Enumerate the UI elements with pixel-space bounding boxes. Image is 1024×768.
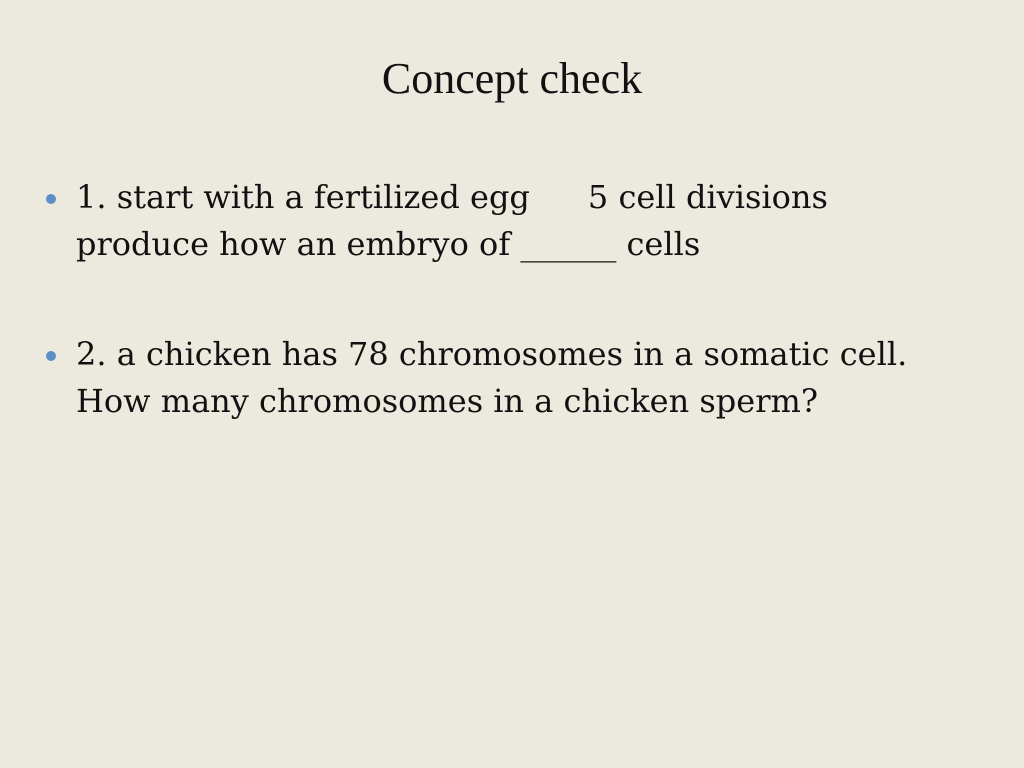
bullet-1-part-1: 1. start with a fertilized egg [76, 178, 530, 216]
bullet-item-1 [46, 174, 976, 268]
bullet-item-2 [46, 331, 976, 425]
bullet-2-line-1: 2. a chicken has 78 chromosomes in a somatic cell. [76, 335, 908, 373]
bullet-dot-icon [46, 194, 56, 204]
bullet-dot-icon [46, 351, 56, 361]
slide-title: Concept check [381, 54, 643, 103]
bullet-1-line-1 [76, 174, 976, 221]
bullet-1-line-2: produce how an embryo of ______ cells [76, 225, 701, 263]
bullet-list [46, 174, 976, 488]
bullet-2-line-2: How many chromosomes in a chicken sperm? [76, 382, 818, 420]
bullet-1-part-2: 5 cell divisions [587, 178, 828, 216]
